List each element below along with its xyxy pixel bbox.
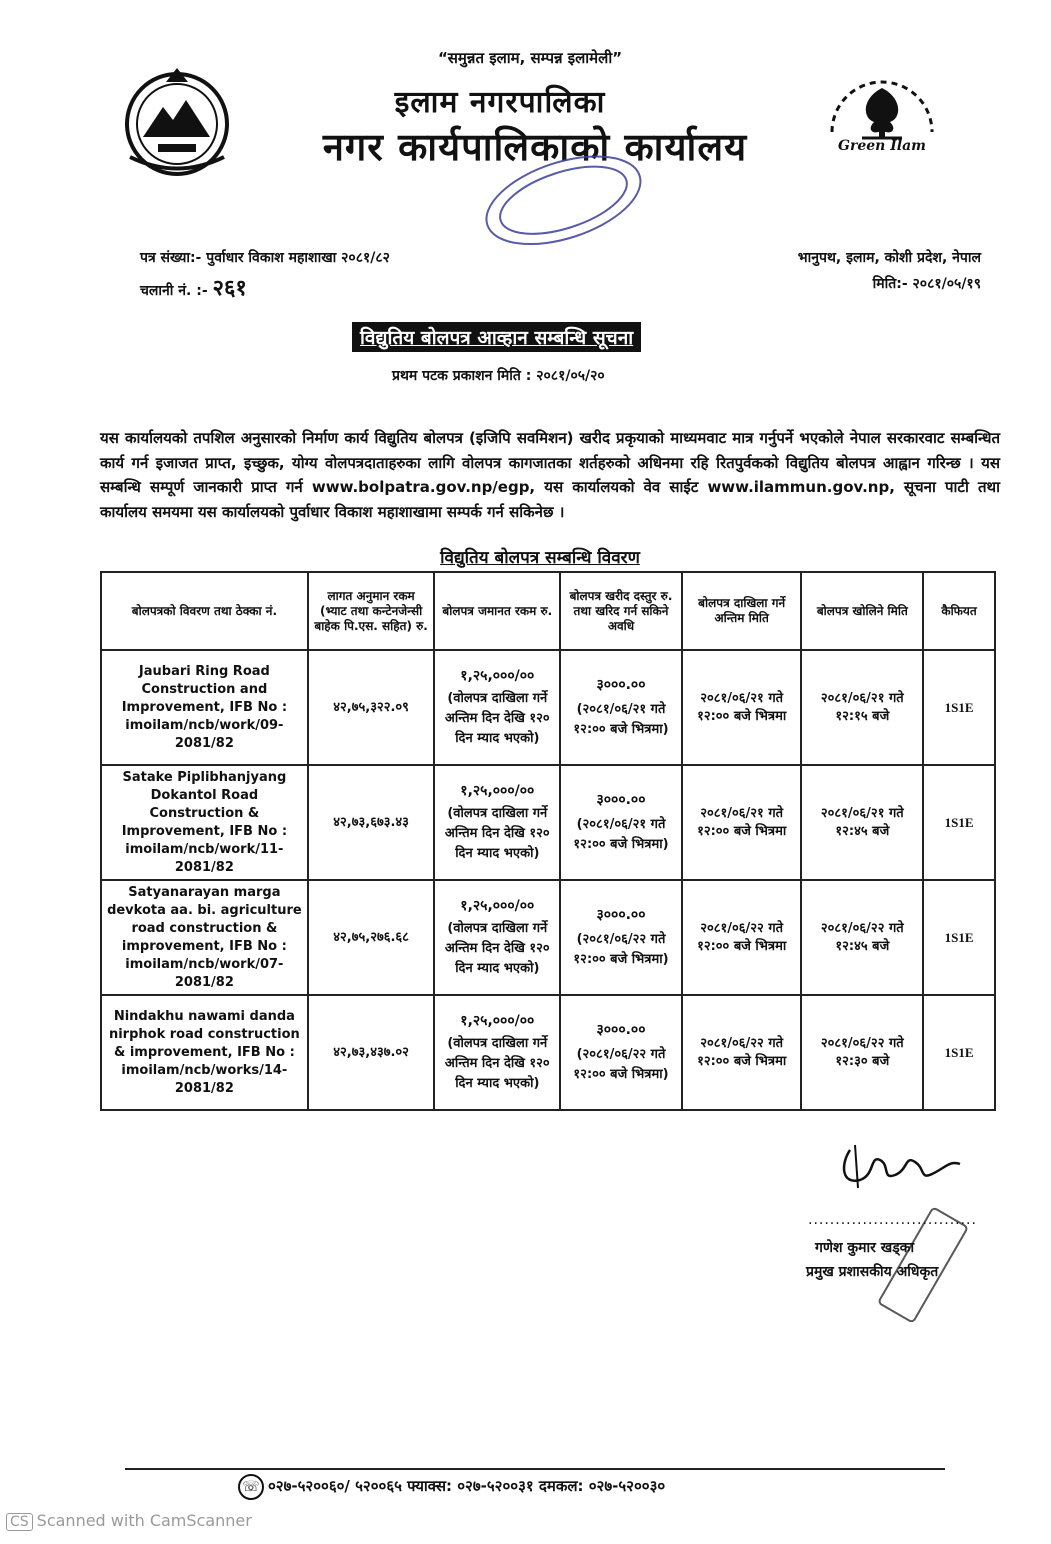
cost-estimate: ४२,७३,६७३.४३ <box>308 765 435 880</box>
letter-date: मिति:- २०८१/०५/१९ <box>872 276 981 292</box>
remarks: 1S1E <box>923 765 995 880</box>
submission-deadline: २०८१/०६/२१ गते १२:०० बजे भित्रमा <box>682 650 802 765</box>
fee-amount: ३०००.०० <box>596 676 646 693</box>
signature-line: ............................... <box>808 1212 977 1228</box>
bid-security-note: (वोलपत्र दाखिला गर्ने अन्तिम दिन देखि १२० दिन म्याद भएको) <box>444 805 550 861</box>
bid-details-table <box>100 571 996 1111</box>
bid-description: Satyanarayan marga devkota aa. bi. agriculture road construction & improvement, IFB No : imoilam/ncb/work/07-2081/82 <box>101 880 308 995</box>
green-ilam-label: Green Ilam <box>838 138 926 154</box>
bid-description: Jaubari Ring Road Construction and Improvement, IFB No : imoilam/ncb/work/09-2081/82 <box>101 650 308 765</box>
camscanner-text: Scanned with CamScanner <box>36 1511 252 1530</box>
dispatch-number <box>140 272 247 302</box>
table-row <box>101 995 995 1110</box>
office-name: नगर कार्यपालिकाको कार्यालय <box>322 125 748 169</box>
bid-description: Satake Piplibhanjyang Dokantol Road Construction & Improvement, IFB No : imoilam/ncb/work/11-2081/82 <box>101 765 308 880</box>
header-bid-security: बोलपत्र जमानत रकम रु. <box>434 572 560 650</box>
header-fee: बोलपत्र खरीद दस्तुर रु. तथा खरिद गर्न सकिने अवधि <box>560 572 682 650</box>
header-description: बोलपत्रको विवरण तथा ठेक्का नं. <box>101 572 308 650</box>
submission-deadline: २०८१/०६/२२ गते १२:०० बजे भित्रमा <box>682 880 802 995</box>
dispatch-value: २६१ <box>212 275 247 301</box>
purchase-deadline: (२०८१/०६/२२ गते १२:०० बजे भित्रमा) <box>573 931 669 967</box>
bid-security-note: (वोलपत्र दाखिला गर्ने अन्तिम दिन देखि १२० दिन म्याद भएको) <box>444 1035 550 1091</box>
dispatch-label: चलानी नं. :- <box>140 283 208 299</box>
cost-estimate: ४२,७५,३२२.०९ <box>308 650 435 765</box>
fee-cell <box>560 995 682 1110</box>
fee-cell <box>560 765 682 880</box>
submission-deadline: २०८१/०६/२१ गते १२:०० बजे भित्रमा <box>682 765 802 880</box>
header-cost-estimate: लागत अनुमान रकम (भ्याट तथा कन्टेनजेन्सी बाहेक पि.एस. सहित) रु. <box>308 572 435 650</box>
header-remarks: कैफियत <box>923 572 995 650</box>
publication-date: प्रथम पटक प्रकाशन मिति : २०८१/०५/२० <box>392 368 605 384</box>
purchase-deadline: (२०८१/०६/२१ गते १२:०० बजे भित्रमा) <box>573 816 669 852</box>
fee-amount: ३०००.०० <box>596 906 646 923</box>
notice-body: यस कार्यालयको तपशिल अनुसारको निर्माण कार्य विद्युतिय बोलपत्र (इजिपि सवमिशन) खरीद प्रकृयाको माध्यमवाट मात्र गर्नुपर्ने भएकोले नेपाल सरकारवाट सम्बन्धित कार्य गर्न इजाजत प्राप्त, इच्छुक, योग्य वोलपत्रदाताहरुका लागि वोलपत्र कागजातका शर्तहरुको अधिनमा रहि रितपुर्वकको विद्युतिय बोलपत्र आह्वान गरिन्छ । यस सम्बन्धि सम्पूर्ण जानकारी प्राप्त गर्न www.bolpatra.gov.np/egp, यस कार्यालयको वेव साईट www.ilammun.gov.np, सूचना पाटी तथा कार्यालय समयमा यस कार्यालयको पुर्वाधार विकाश महाशाखामा सम्पर्क गर्न सकिनेछ । <box>100 429 1000 521</box>
signatory-name: गणेश कुमार खड्का <box>815 1240 915 1256</box>
org-name: इलाम नगरपालिका <box>394 85 606 120</box>
reference-number: पत्र संख्या:- पुर्वाधार विकाश महाशाखा २०८१/८२ <box>140 250 390 266</box>
table-header-row <box>101 572 995 650</box>
bid-description: Nindakhu nawami danda nirphok road construction & improvement, IFB No : imoilam/ncb/works/14-2081/82 <box>101 995 308 1110</box>
bid-security-note: (वोलपत्र दाखिला गर्ने अन्तिम दिन देखि १२० दिन म्याद भएको) <box>444 690 550 746</box>
purchase-deadline: (२०८१/०६/२२ गते १२:०० बजे भित्रमा) <box>573 1046 669 1082</box>
bid-security-amount: १,२५,०००/०० <box>460 782 535 799</box>
opening-date: २०८१/०६/२१ गते १२:१५ बजे <box>801 650 923 765</box>
bid-security-cell <box>434 880 560 995</box>
office-stamp <box>470 150 660 260</box>
table-row <box>101 880 995 995</box>
bid-security-amount: १,२५,०००/०० <box>460 1012 535 1029</box>
opening-date: २०८१/०६/२२ गते १२:४५ बजे <box>801 880 923 995</box>
header-opening-date: बोलपत्र खोलिने मिति <box>801 572 923 650</box>
bid-security-cell <box>434 995 560 1110</box>
camscanner-badge: CS <box>6 1513 33 1531</box>
bid-security-cell <box>434 650 560 765</box>
office-address: भानुपथ, इलाम, कोशी प्रदेश, नेपाल <box>797 250 981 266</box>
notice-title: विद्युतिय बोलपत्र आव्हान सम्बन्धि सूचना <box>352 322 641 352</box>
fee-amount: ३०००.०० <box>596 1021 646 1038</box>
government-emblem-icon <box>118 62 236 180</box>
phone-icon: ☏ <box>238 1474 264 1500</box>
bid-security-note: (वोलपत्र दाखिला गर्ने अन्तिम दिन देखि १२० दिन म्याद भएको) <box>444 920 550 976</box>
bid-security-amount: १,२५,०००/०० <box>460 897 535 914</box>
remarks: 1S1E <box>923 650 995 765</box>
opening-date: २०८१/०६/२२ गते १२:३० बजे <box>801 995 923 1110</box>
fee-cell <box>560 880 682 995</box>
submission-deadline: २०८१/०६/२२ गते १२:०० बजे भित्रमा <box>682 995 802 1110</box>
opening-date: २०८१/०६/२१ गते १२:४५ बजे <box>801 765 923 880</box>
bid-security-cell <box>434 765 560 880</box>
table-title: विद्युतिय बोलपत्र सम्बन्धि विवरण <box>440 548 640 568</box>
slogan: “समुन्नत इलाम, सम्पन्न इलामेली” <box>437 49 623 67</box>
remarks: 1S1E <box>923 995 995 1110</box>
scanner-watermark <box>6 1511 252 1531</box>
header-submission-deadline: बोलपत्र दाखिला गर्ने अन्तिम मिति <box>682 572 802 650</box>
signatory-title: प्रमुख प्रशासकीय अधिकृत <box>806 1264 939 1280</box>
fee-amount: ३०००.०० <box>596 791 646 808</box>
cost-estimate: ४२,७५,२७६.६८ <box>308 880 435 995</box>
bid-security-amount: १,२५,०००/०० <box>460 667 535 684</box>
table-row <box>101 650 995 765</box>
table-row <box>101 765 995 880</box>
purchase-deadline: (२०८१/०६/२१ गते १२:०० बजे भित्रमा) <box>573 701 669 737</box>
cost-estimate: ४२,७३,४३७.०२ <box>308 995 435 1110</box>
fee-cell <box>560 650 682 765</box>
remarks: 1S1E <box>923 880 995 995</box>
footer-contacts: ०२७-५२००६०/ ५२००६५ फ्याक्स: ०२७-५२००३१ दमकल: ०२७-५२००३० <box>268 1477 666 1495</box>
footer-divider <box>125 1468 945 1470</box>
